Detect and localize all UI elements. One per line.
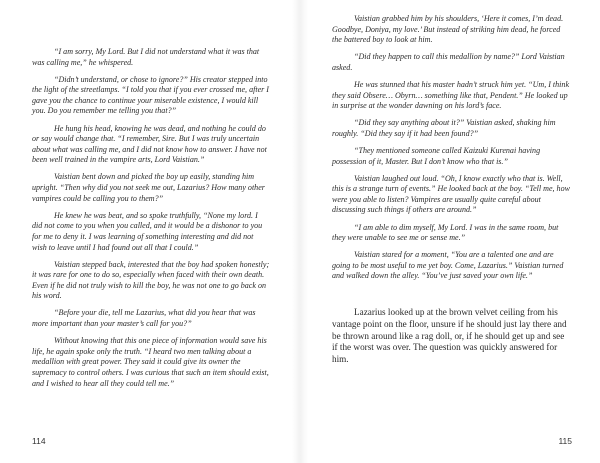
page-number: 114 bbox=[32, 436, 46, 446]
paragraph: “Before your die, tell me Lazarius, what did you hear that was more important than your master’s call for you?” bbox=[32, 308, 256, 329]
paragraph: “They mentioned someone called Kaizuki Kurenai having possession of it, Master. But I don’t know who that is.” bbox=[332, 145, 541, 166]
right-page bbox=[300, 0, 600, 463]
paragraph: Vaistian laughed out loud. “Oh, I know exactly who that is. Well, this is a strange turn of events.” He looked back at the boy. “Tell me, how were you able to listen? Vampires are usually quite careful about discussing such things if others are around.” bbox=[332, 173, 570, 215]
paragraph: He knew he was beat, and so spoke truthfully, “None my lord. I did not come to you when you called, and it would be a dishonor to you for me to deny it. I was learning of something interesting and did not wish to leave until I had found out all that I could.” bbox=[32, 210, 263, 252]
paragraph: Vaistian stared for a moment, “You are a talented one and are going to be most useful to me yet boy. Come, Lazarius.” Vaistian turned and walked down the alley. “You’ve just saved your own life.” bbox=[332, 250, 564, 281]
paragraph: “Didn’t understand, or chose to ignore?” His creator stepped into the light of the streetlamps. “I told you that if you ever crossed me, after I gave you the chance to continue your miserable existence, I would kill you. Do you remember me telling you that?” bbox=[32, 74, 269, 116]
paragraph: Without knowing that this one piece of information would save his life, he again spoke only the truth. “I heard two men talking about a medallion with great power. They said it could give its owner the supremacy to control others. I was curious that such an item should exist, and I wished to hear all they could tell me.” bbox=[32, 336, 269, 388]
page-number: 115 bbox=[558, 436, 572, 446]
scene-break bbox=[332, 288, 572, 307]
paragraph: He hung his head, knowing he was dead, and nothing he could do or say would change that. “I remember, Sire. But I was truly uncertain about what was calling me, and I did not know how to answer. I have not been well trained in the vampire arts, Lord Vaistian.” bbox=[32, 123, 267, 165]
paragraph: Vaistian bent down and picked the boy up easily, standing him upright. “Then why did you not seek me out, Lazarius? How many other vampires could be calling you to them?” bbox=[32, 172, 265, 203]
paragraph: “I am able to dim myself, My Lord. I was in the same room, but they were unable to see me or sense me.” bbox=[332, 222, 559, 243]
paragraph: “Did they say anything about it?” Vaistian asked, shaking him roughly. “Did they say if it had been found?” bbox=[332, 118, 556, 138]
paragraph: “I am sorry, My Lord. But I did not understand what it was that was calling me,” he whispered. bbox=[32, 47, 260, 67]
paragraph: He was stunned that his master hadn’t struck him yet. “Um, I think they said Obsere… Obyrn… something like that, Pendent.” He looked up in surprise at the wonder dawning on his lord’s face. bbox=[332, 79, 570, 111]
paragraph: “Did they happen to call this medallion by name?” Lord Vaistian asked. bbox=[332, 52, 565, 72]
paragraph: Vaistian grabbed him by his shoulders, ‘Here it comes, I’m dead. Goodbye, Doniya, my love.’ But instead of striking him dead, he forced the battered boy to look at him. bbox=[332, 14, 564, 45]
paragraph: Lazarius looked up at the brown velvet ceiling from his vantage point on the floor, unsure if he should just lay there and be thrown around like a rag doll, or, if he should get up and see if the worst was over. The question was quickly answered for him. bbox=[332, 307, 567, 364]
paragraph: Vaistian stepped back, interested that the boy had spoken honestly; it was rare for one to do so, especially when faced with their own death. Even if he did not truly wish to kill the boy, he was not one to go back on his word. bbox=[32, 259, 270, 301]
